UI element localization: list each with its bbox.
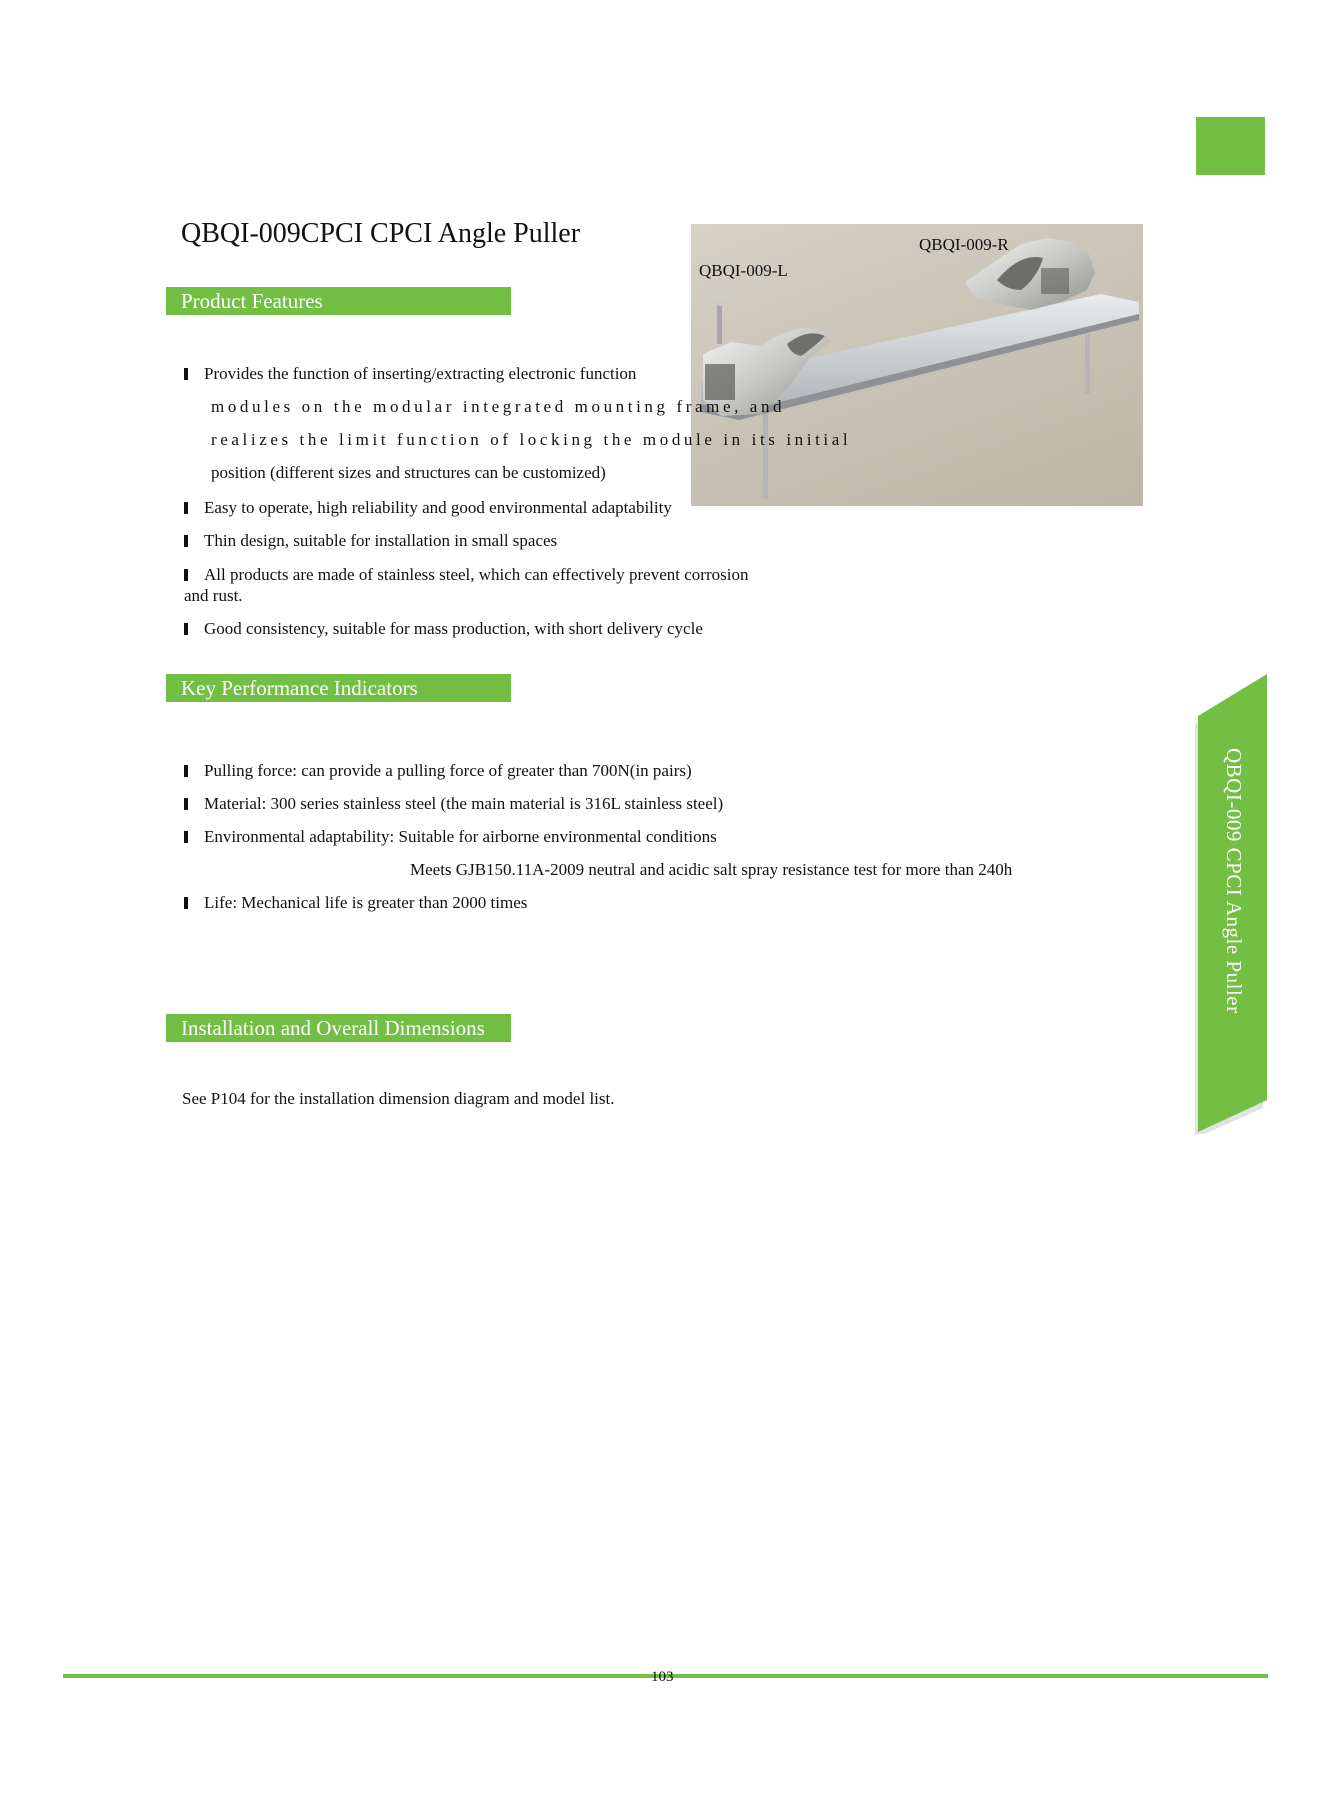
section-header-key-performance: Key Performance Indicators	[166, 674, 511, 702]
feature-text: Easy to operate, high reliability and good environmental adaptability	[204, 498, 672, 517]
kpi-item	[184, 760, 692, 782]
side-tab-label: QBQI-009 CPCI Angle Puller	[1222, 748, 1246, 1014]
feature-text: Good consistency, suitable for mass production, with short delivery cycle	[204, 619, 703, 638]
corner-accent-block	[1196, 117, 1265, 175]
kpi-text: Environmental adaptability: Suitable for airborne environmental conditions	[204, 827, 717, 846]
bullet-mark	[184, 623, 188, 635]
kpi-continuation: Meets GJB150.11A-2009 neutral and acidic salt spray resistance test for more than 240h	[410, 860, 1013, 879]
feature-item	[184, 363, 636, 385]
feature-continuation: modules on the modular integrated mounting frame, and	[211, 397, 786, 416]
photo-label-right: QBQI-009-R	[919, 235, 1009, 254]
feature-continuation: position (different sizes and structures can be customized)	[211, 463, 606, 482]
feature-text: Provides the function of inserting/extracting electronic function	[204, 364, 637, 383]
feature-text: Thin design, suitable for installation in small spaces	[204, 531, 558, 550]
kpi-item	[184, 826, 717, 848]
bullet-mark	[184, 765, 188, 777]
bullet-mark	[184, 535, 188, 547]
kpi-text: Life: Mechanical life is greater than 2000 times	[204, 893, 528, 912]
bullet-mark	[184, 897, 188, 909]
feature-item	[184, 618, 703, 640]
installation-text: See P104 for the installation dimension diagram and model list.	[182, 1089, 615, 1108]
feature-item	[184, 497, 672, 519]
section-header-product-features: Product Features	[166, 287, 511, 315]
kpi-item	[184, 793, 723, 815]
feature-continuation: and rust.	[184, 586, 243, 605]
bullet-mark	[184, 368, 188, 380]
feature-text: All products are made of stainless steel, which can effectively prevent corrosion	[204, 565, 749, 584]
section-header-installation: Installation and Overall Dimensions	[166, 1014, 511, 1042]
bullet-mark	[184, 798, 188, 810]
kpi-text: Material: 300 series stainless steel (the main material is 316L stainless steel)	[204, 794, 724, 813]
bullet-mark	[184, 569, 188, 581]
kpi-text: Pulling force: can provide a pulling force of greater than 700N(in pairs)	[204, 761, 692, 780]
page-number: 103	[651, 1669, 674, 1685]
bullet-mark	[184, 831, 188, 843]
feature-item	[184, 564, 748, 586]
bullet-mark	[184, 502, 188, 514]
feature-item	[184, 530, 557, 552]
photo-label-left: QBQI-009-L	[699, 261, 788, 280]
page-title: QBQI-009CPCI CPCI Angle Puller	[181, 218, 581, 249]
feature-continuation: realizes the limit function of locking the module in its initial	[211, 430, 852, 449]
kpi-item	[184, 892, 527, 914]
